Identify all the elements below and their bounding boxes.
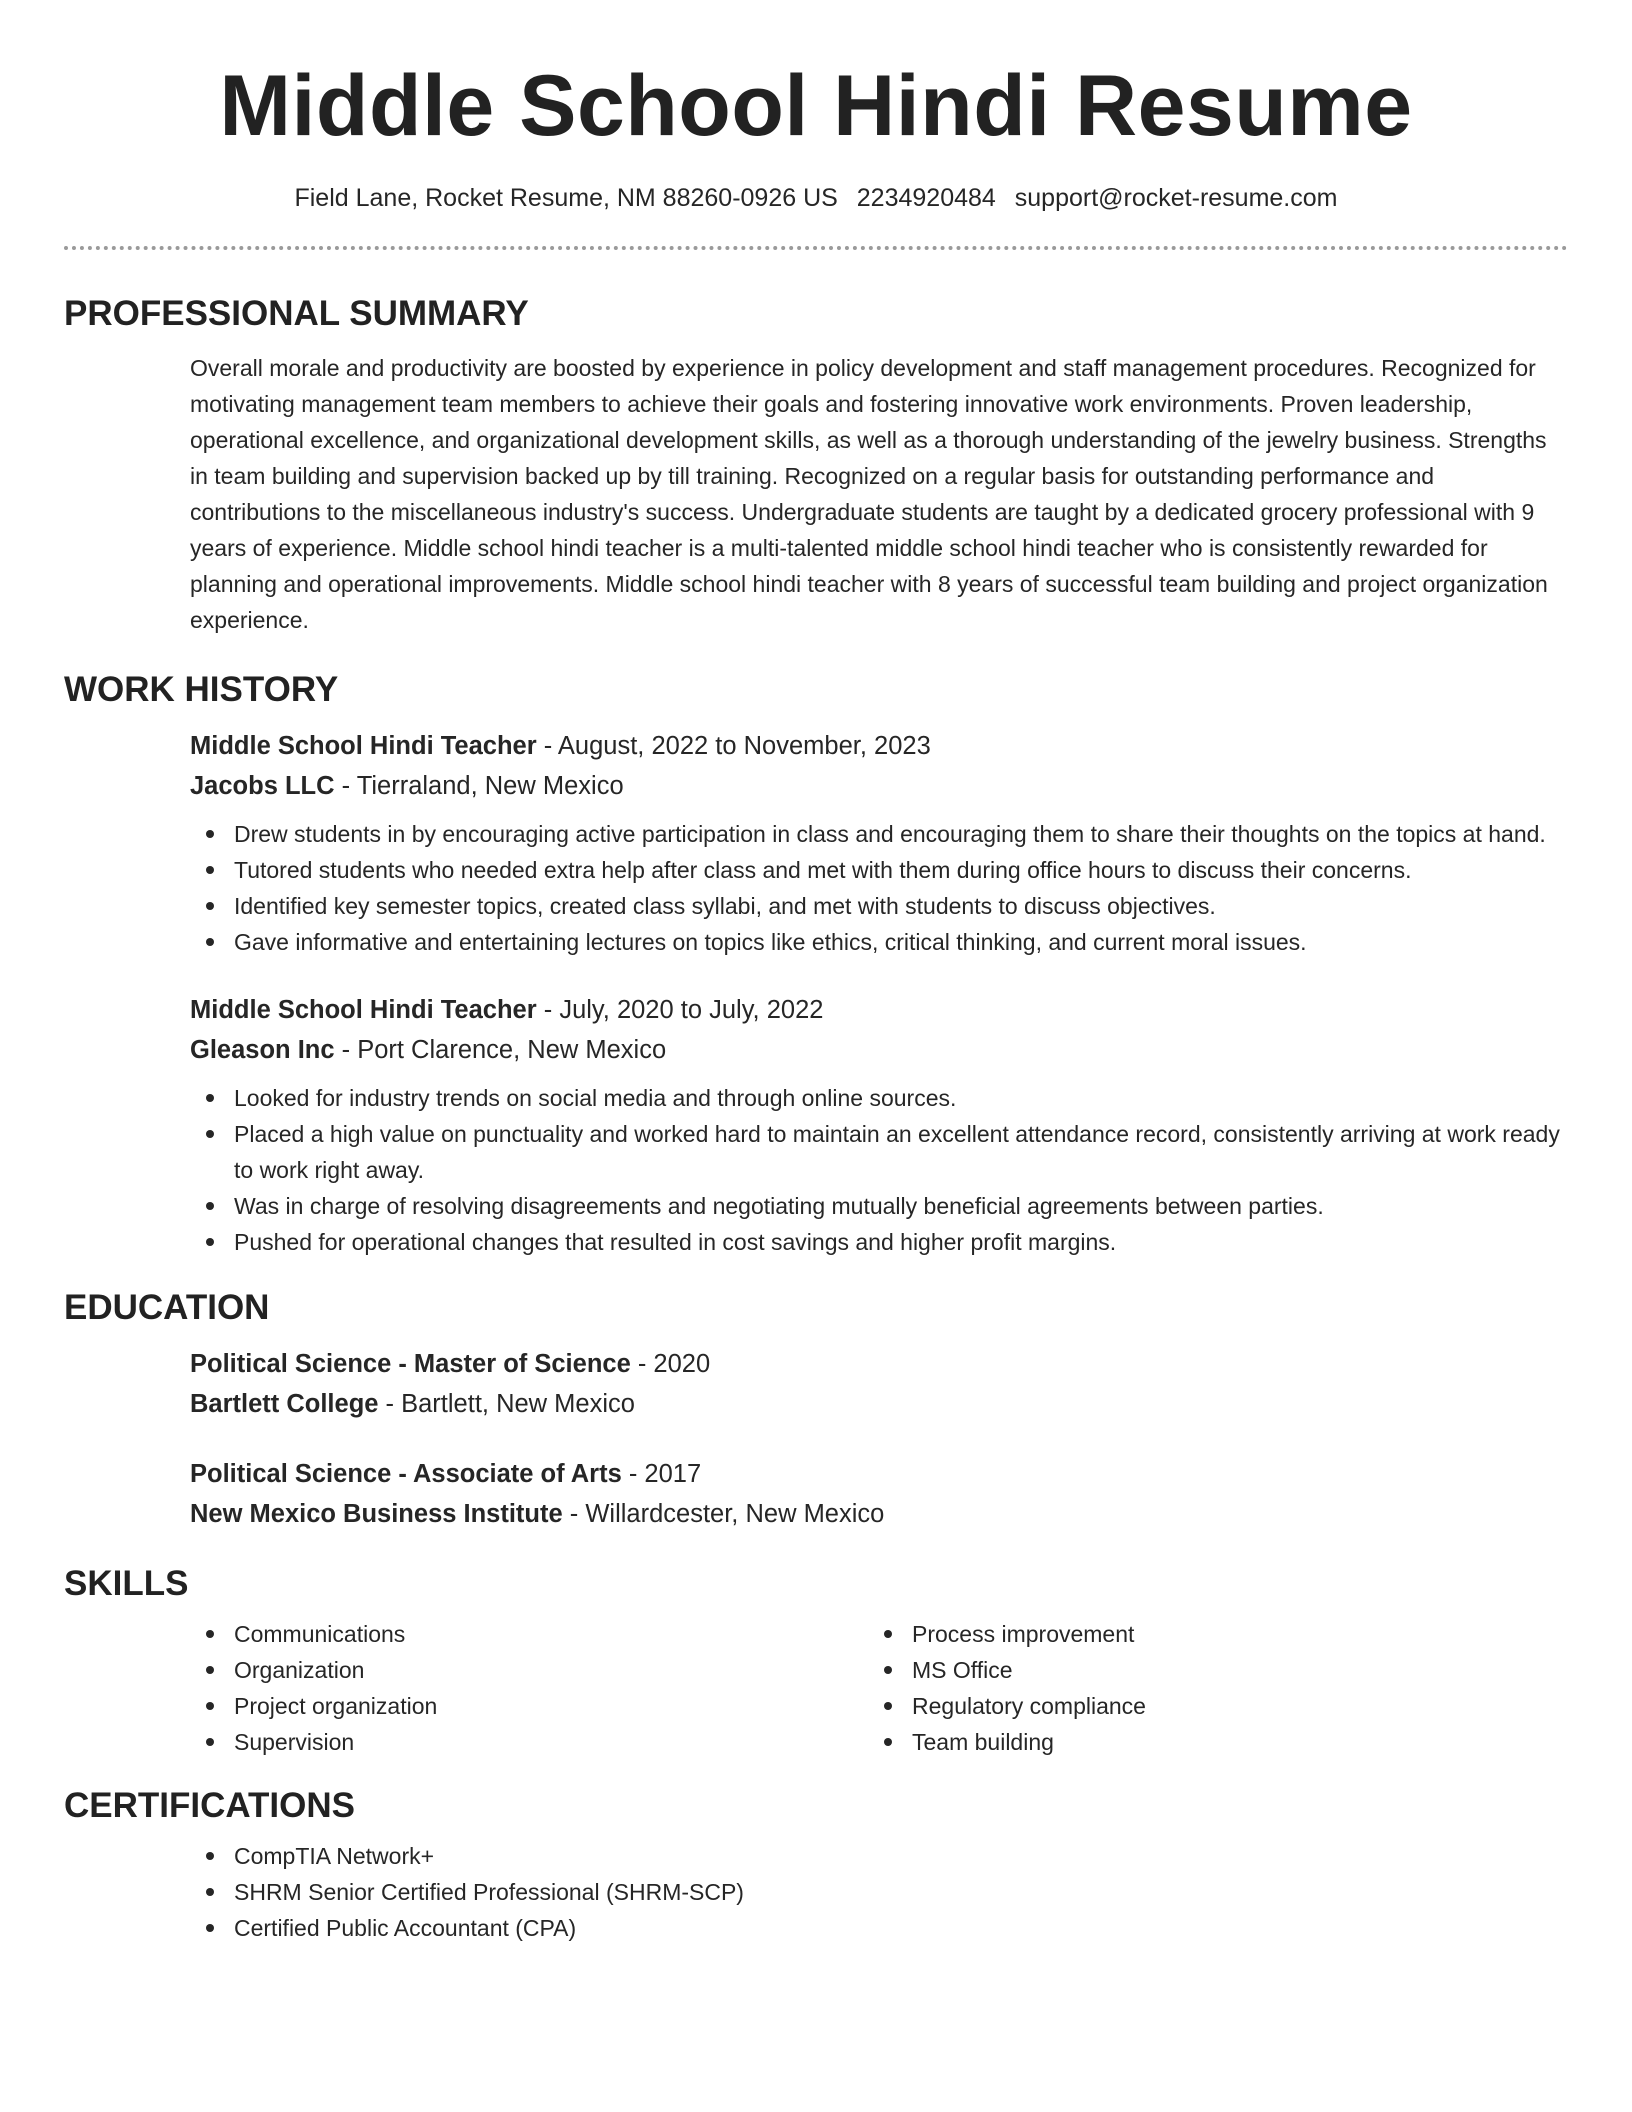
- skill-item: Process improvement: [868, 1616, 1546, 1652]
- contact-address: Field Lane, Rocket Resume, NM 88260-0926 US: [294, 184, 838, 212]
- job-bullet: Drew students in by encouraging active participation in class and encouraging them to share their thoughts on the topics at hand.: [190, 816, 1568, 852]
- job-company-line: [190, 1030, 1568, 1070]
- job-role: Middle School Hindi Teacher: [190, 996, 537, 1024]
- job-title-line: [190, 726, 1568, 766]
- education-list: [190, 1344, 1568, 1534]
- education-school: New Mexico Business Institute: [190, 1500, 563, 1528]
- skill-item: Organization: [190, 1652, 868, 1688]
- resume-name: Middle School Hindi Resume: [219, 58, 1413, 154]
- section-title-education: EDUCATION: [64, 1288, 270, 1327]
- section-title-work-history: WORK HISTORY: [64, 670, 339, 709]
- education-location: - Bartlett, New Mexico: [378, 1390, 635, 1418]
- contact-email: support@rocket-resume.com: [1014, 184, 1338, 212]
- skill-item: MS Office: [868, 1652, 1546, 1688]
- job-bullets: [190, 1080, 1568, 1260]
- education-school-line: [190, 1384, 1568, 1424]
- job-role: Middle School Hindi Teacher: [190, 732, 537, 760]
- certification-item: SHRM Senior Certified Professional (SHRM-SCP): [190, 1874, 1568, 1910]
- job-bullet: Placed a high value on punctuality and worked hard to maintain an excellent attendance record, consistently arriving at work ready to work right away.: [190, 1116, 1568, 1188]
- skill-item: Regulatory compliance: [868, 1688, 1546, 1724]
- certification-item: Certified Public Accountant (CPA): [190, 1910, 1568, 1946]
- work-history-list: [190, 726, 1568, 1260]
- education-school-line: [190, 1494, 1568, 1534]
- job-bullet: Gave informative and entertaining lectures on topics like ethics, critical thinking, and current moral issues.: [190, 924, 1568, 960]
- skills-column-left: [190, 1616, 868, 1760]
- section-title-summary: PROFESSIONAL SUMMARY: [64, 294, 529, 333]
- job-bullet: Was in charge of resolving disagreements and negotiating mutually beneficial agreements between parties.: [190, 1188, 1568, 1224]
- job-location: - Tierraland, New Mexico: [334, 772, 624, 800]
- skill-item: Supervision: [190, 1724, 868, 1760]
- job-bullets: [190, 816, 1568, 960]
- contact-line: [64, 182, 1568, 214]
- job-company-line: [190, 766, 1568, 806]
- education-degree: Political Science - Master of Science: [190, 1350, 631, 1378]
- job-dates: - August, 2022 to November, 2023: [536, 732, 931, 760]
- contact-phone: 2234920484: [856, 184, 996, 212]
- header-divider: [64, 246, 1568, 250]
- job-location: - Port Clarence, New Mexico: [334, 1036, 667, 1064]
- education-year: - 2017: [621, 1460, 702, 1488]
- section-title-skills: SKILLS: [64, 1564, 189, 1603]
- education-entry: [190, 1344, 1568, 1424]
- job-bullet: Pushed for operational changes that resulted in cost savings and higher profit margins.: [190, 1224, 1568, 1260]
- education-year: - 2020: [630, 1350, 711, 1378]
- job-bullet: Looked for industry trends on social media and through online sources.: [190, 1080, 1568, 1116]
- job-bullet: Identified key semester topics, created class syllabi, and met with students to discuss objectives.: [190, 888, 1568, 924]
- certification-bullets: [190, 1838, 1568, 1946]
- job-entry: [190, 990, 1568, 1260]
- education-degree-line: [190, 1344, 1568, 1384]
- skills-grid: [190, 1616, 1568, 1760]
- job-title-line: [190, 990, 1568, 1030]
- skills-column-right: [868, 1616, 1546, 1760]
- job-dates: - July, 2020 to July, 2022: [536, 996, 824, 1024]
- job-entry: [190, 726, 1568, 960]
- section-title-certifications: CERTIFICATIONS: [64, 1786, 356, 1825]
- education-degree-line: [190, 1454, 1568, 1494]
- job-company: Jacobs LLC: [190, 772, 335, 800]
- skill-item: Communications: [190, 1616, 868, 1652]
- certifications-list: [190, 1838, 1568, 1946]
- certification-item: CompTIA Network+: [190, 1838, 1568, 1874]
- education-degree: Political Science - Associate of Arts: [190, 1460, 622, 1488]
- job-bullet: Tutored students who needed extra help after class and met with them during office hours to discuss their concerns.: [190, 852, 1568, 888]
- job-company: Gleason Inc: [190, 1036, 335, 1064]
- education-location: - Willardcester, New Mexico: [562, 1500, 885, 1528]
- education-school: Bartlett College: [190, 1390, 379, 1418]
- education-entry: [190, 1454, 1568, 1534]
- resume-page: [64, 0, 1568, 1946]
- summary-text: Overall morale and productivity are boosted by experience in policy development and staff management procedures. Recognized for motivating management team members to achieve their goals and fostering innovative work environments. Proven leadership, operational excellence, and organizational development skills, as well as a thorough understanding of the jewelry business. Strengths in team building and supervision backed up by till training. Recognized on a regular basis for outstanding performance and contributions to the miscellaneous industry's success. Undergraduate students are taught by a dedicated grocery professional with 9 years of experience. Middle school hindi teacher is a multi-talented middle school hindi teacher who is consistently rewarded for planning and operational improvements. Middle school hindi teacher with 8 years of successful team building and project organization experience.: [190, 355, 1548, 633]
- skill-item: Project organization: [190, 1688, 868, 1724]
- skill-item: Team building: [868, 1724, 1546, 1760]
